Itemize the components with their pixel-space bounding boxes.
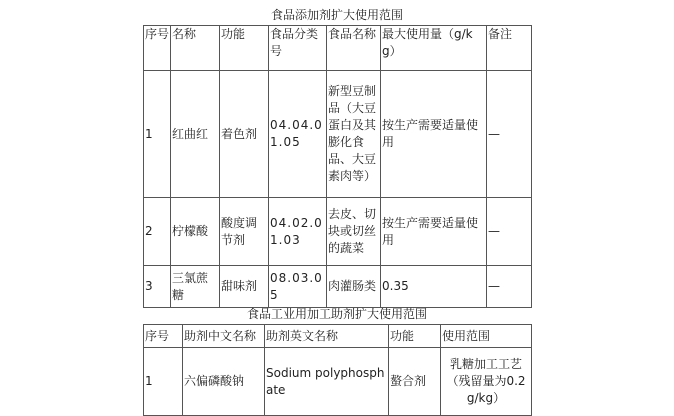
t1-r2-remark: — [487, 198, 532, 266]
t1-r2-food-name: 去皮、切块或切丝的蔬菜 [327, 198, 381, 266]
t1-r1-food-name: 新型豆制品（大豆蛋白及其膨化食品、大豆素肉等） [327, 71, 381, 198]
t1-h-index: 序号 [144, 26, 171, 71]
t1-r2-index: 2 [144, 198, 171, 266]
t2-h-function: 功能 [389, 325, 441, 348]
t1-r1-max-usage: 按生产需要适量使用 [381, 71, 487, 198]
t1-r1-index: 1 [144, 71, 171, 198]
t1-r1-category-no: 04.04.01.05 [269, 71, 327, 198]
t2-r1-function: 螯合剂 [389, 348, 441, 416]
table2-header-row [144, 325, 532, 348]
t1-r1-function: 着色剂 [220, 71, 269, 198]
t1-r3-food-name: 肉灌肠类 [327, 266, 381, 308]
t1-r3-max-usage: 0.35 [381, 266, 487, 308]
t2-h-en-name: 助剂英文名称 [265, 325, 389, 348]
t1-r3-remark: — [487, 266, 532, 308]
t1-r3-function: 甜味剂 [220, 266, 269, 308]
t2-r1-scope: 乳糖加工工艺（残留量为0.2g/kg） [441, 348, 532, 416]
t2-h-scope: 使用范围 [441, 325, 532, 348]
t1-h-remark: 备注 [487, 26, 532, 71]
t1-r3-category-no: 08.03.05 [269, 266, 327, 308]
additives-table [143, 25, 532, 308]
t1-h-function: 功能 [220, 26, 269, 71]
t1-h-name: 名称 [171, 26, 220, 71]
table-row [144, 266, 532, 308]
t1-r1-name: 红曲红 [171, 71, 220, 198]
table-row [144, 348, 532, 416]
table1-caption: 食品添加剂扩大使用范围 [270, 8, 403, 22]
t1-r2-name: 柠檬酸 [171, 198, 220, 266]
t1-h-category-no: 食品分类号 [269, 26, 327, 71]
t2-r1-cn-name: 六偏磷酸钠 [183, 348, 265, 416]
t1-r1-remark: — [487, 71, 532, 198]
table2-caption: 食品工业用加工助剂扩大使用范围 [246, 307, 427, 321]
t2-r1-index: 1 [144, 348, 183, 416]
t2-r1-en-name: Sodium polyphosphate [265, 348, 389, 416]
t1-r3-name: 三氯蔗糖 [171, 266, 220, 308]
t2-h-cn-name: 助剂中文名称 [183, 325, 265, 348]
t1-r2-max-usage: 按生产需要适量使用 [381, 198, 487, 266]
t1-h-food-name: 食品名称 [327, 26, 381, 71]
t1-r2-function: 酸度调节剂 [220, 198, 269, 266]
table-row [144, 71, 532, 198]
table-row [144, 198, 532, 266]
t2-h-index: 序号 [144, 325, 183, 348]
table1-header-row [144, 26, 532, 71]
processing-aids-table [143, 324, 532, 416]
t1-r2-category-no: 04.02.01.03 [269, 198, 327, 266]
t1-h-max-usage: 最大使用量（g/kg） [381, 26, 487, 71]
t1-r3-index: 3 [144, 266, 171, 308]
